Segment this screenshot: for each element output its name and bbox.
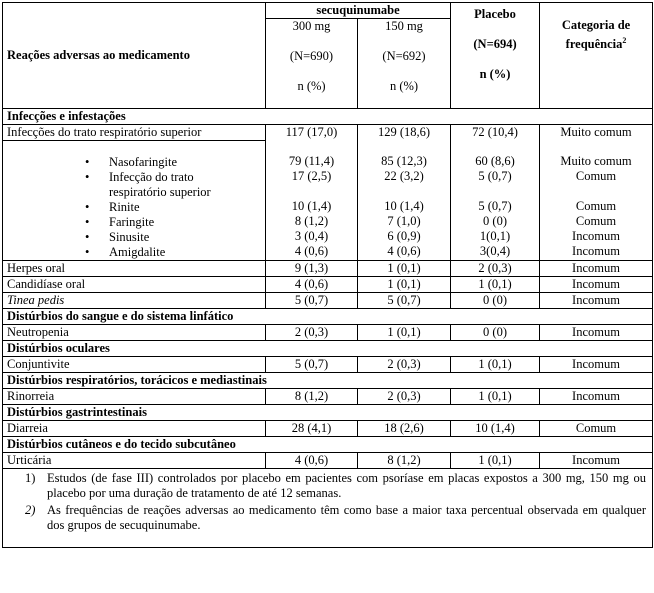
list-item: • Nasofaringite	[3, 141, 266, 171]
header-frequency	[540, 3, 653, 109]
col-300-group: 117 (17,0) 79 (11,4) 17 (2,5) 10 (1,4) 8 (1,2) 3 (0,4) 4 (0,6)	[266, 125, 358, 261]
npct-300: n (%)	[297, 79, 326, 93]
n-150: (N=692)	[382, 49, 426, 63]
footnote-1: 1) Estudos (de fase III) controlados por placebo em pacientes com psoríase em placas expostos a 300 mg, 150 mg ou placebo por uma duração de tratamento de até 12 semanas.	[25, 471, 647, 500]
freq-label: Categoria de frequência	[561, 18, 631, 52]
placebo-label: Placebo	[474, 7, 516, 21]
list-item: • Amigdalite	[3, 245, 266, 261]
header-label: Reações adversas ao medicamento	[3, 3, 266, 109]
section-infections: Infecções e infestações	[3, 109, 653, 125]
header-drug-group: secuquinumabe	[266, 3, 451, 19]
dose-150: 150 mg	[385, 19, 423, 33]
col-placebo-group: 72 (10,4) 60 (8,6) 5 (0,7) 5 (0,7) 0 (0) 1(0,1) 3(0,4)	[451, 125, 540, 261]
section-gi: Distúrbios gastrintestinais	[3, 405, 653, 421]
header-placebo	[451, 3, 540, 109]
section-resp: Distúrbios respiratórios, torácicos e mediastinais	[3, 373, 653, 389]
adverse-reactions-table	[2, 2, 653, 548]
table-row: Neutropenia 2 (0,3) 1 (0,1) 0 (0) Incomum	[3, 325, 653, 341]
n-300: (N=690)	[289, 49, 334, 63]
col-150-group: 129 (18,6) 85 (12,3) 22 (3,2) 10 (1,4) 7 (1,0) 6 (0,9) 4 (0,6)	[358, 125, 451, 261]
table-row: Diarreia 28 (4,1) 18 (2,6) 10 (1,4) Comum	[3, 421, 653, 437]
table-row: Conjuntivite 5 (0,7) 2 (0,3) 1 (0,1) Incomum	[3, 357, 653, 373]
col-freq-group: Muito comum Muito comum Comum Comum Comum Incomum Incomum	[540, 125, 653, 261]
section-blood: Distúrbios do sangue e do sistema linfático	[3, 309, 653, 325]
list-item: • Sinusite	[3, 230, 266, 245]
row-name: Infecções do trato respiratório superior	[3, 125, 266, 141]
table-row: Candidíase oral 4 (0,6) 1 (0,1) 1 (0,1) Incomum	[3, 277, 653, 293]
table-row: Herpes oral 9 (1,3) 1 (0,1) 2 (0,3) Incomum	[3, 261, 653, 277]
placebo-n: (N=694)	[473, 37, 517, 51]
table-row: Rinorreia 8 (1,2) 2 (0,3) 1 (0,1) Incomum	[3, 389, 653, 405]
table-row	[3, 125, 653, 141]
freq-sup: 2	[622, 36, 627, 45]
section-skin: Distúrbios cutâneos e do tecido subcutâneo	[3, 437, 653, 453]
header-300	[266, 19, 358, 109]
footnote-2: 2) As frequências de reações adversas ao medicamento têm como base a maior taxa percentual observada em qualquer dos grupos de secuquinumabe.	[25, 503, 647, 532]
list-item: • Faringite	[3, 215, 266, 230]
npct-150: n (%)	[389, 79, 419, 93]
placebo-npct: n (%)	[479, 67, 511, 81]
header-150	[358, 19, 451, 109]
list-item: • Infecção do trato respiratório superior	[3, 170, 266, 200]
dose-300: 300 mg	[292, 19, 331, 33]
table-row: Urticária 4 (0,6) 8 (1,2) 1 (0,1) Incomum	[3, 453, 653, 469]
section-eye: Distúrbios oculares	[3, 341, 653, 357]
footnotes	[3, 469, 653, 548]
table-row: Tinea pedis 5 (0,7) 5 (0,7) 0 (0) Incomum	[3, 293, 653, 309]
list-item: • Rinite	[3, 200, 266, 215]
